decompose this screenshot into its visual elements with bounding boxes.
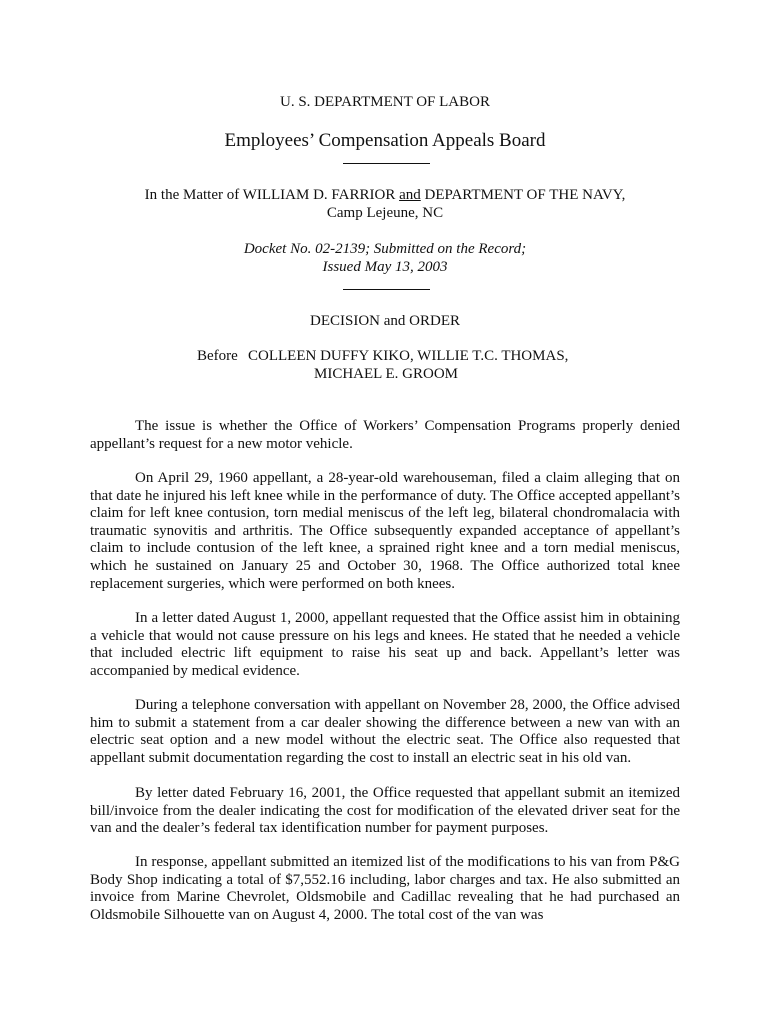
paragraph-vehicle-request: In a letter dated August 1, 2000, appellant requested that the Office assist him in obtaining a vehicle that would not cause pressure on his legs and knees. He stated that he needed a vehicle that included electric lift equipment to raise his seat up and back. Appellant’s letter was accompanied by medical evidence. <box>90 610 680 679</box>
panel-names-line-1: COLLEEN DUFFY KIKO, WILLIE T.C. THOMAS, <box>248 348 569 364</box>
caption-suffix: DEPARTMENT OF THE NAVY, <box>420 187 626 203</box>
caption-location: Camp Lejeune, NC <box>326 205 444 221</box>
case-caption <box>90 186 680 222</box>
caption-prefix: In the Matter of WILLIAM D. FARRIOR <box>144 187 400 203</box>
paragraph-telephone-conversation: During a telephone conversation with appellant on November 28, 2000, the Office advised him to submit a statement from a car dealer showing the difference between a new van with an electric seat option and a new model without the electric seat. The Office also requested that appellant submit documentation regarding the cost to install an electric seat in his old van. <box>90 697 680 766</box>
title-divider <box>343 163 430 164</box>
docket-info <box>90 240 680 276</box>
docket-line-1: Docket No. 02-2139; Submitted on the Record; <box>243 241 527 257</box>
docket-line-2: Issued May 13, 2003 <box>322 259 448 275</box>
paragraph-response: In response, appellant submitted an itemized list of the modifications to his van from P&G Body Shop indicating a total of $7,552.16 including, labor charges and tax. He also submitted an invoice from Marine Chevrolet, Oldsmobile and Cadillac revealing that he had purchased an Oldsmobile Silhouette van on August 4, 2000. The total cost of the van was <box>90 854 680 923</box>
paragraph-issue: The issue is whether the Office of Workers’ Compensation Programs properly denied appellant’s request for a new motor vehicle. <box>90 418 680 452</box>
docket-divider <box>343 289 430 290</box>
board-title: Employees’ Compensation Appeals Board <box>224 130 546 151</box>
panel-names-line-2: MICHAEL E. GROOM <box>314 366 459 382</box>
panel-names <box>248 347 628 383</box>
paragraph-claim-history: On April 29, 1960 appellant, a 28-year-old warehouseman, filed a claim alleging that on that date he injured his left knee while in the performance of duty. The Office accepted appellant’s claim for left knee contusion, torn medial meniscus of the left leg, bilateral chondromalacia with traumatic synovitis and arthritis. The Office subsequently expanded acceptance of appellant’s claim to include contusion of the left knee, a sprained right knee and a torn medial meniscus, which he sustained on January 25 and October 30, 1968. The Office authorized total knee replacement surgeries, which were performed on both knees. <box>90 470 680 592</box>
agency-heading: U. S. DEPARTMENT OF LABOR <box>280 94 490 110</box>
before-label: Before <box>197 348 238 364</box>
decision-title: DECISION and ORDER <box>310 313 460 329</box>
paragraph-invoice-request: By letter dated February 16, 2001, the Office requested that appellant submit an itemized bill/invoice from the dealer indicating the cost for modification of the elevated driver seat for the van and the dealer’s federal tax identification number for payment purposes. <box>90 785 680 837</box>
caption-and: and <box>399 187 421 203</box>
